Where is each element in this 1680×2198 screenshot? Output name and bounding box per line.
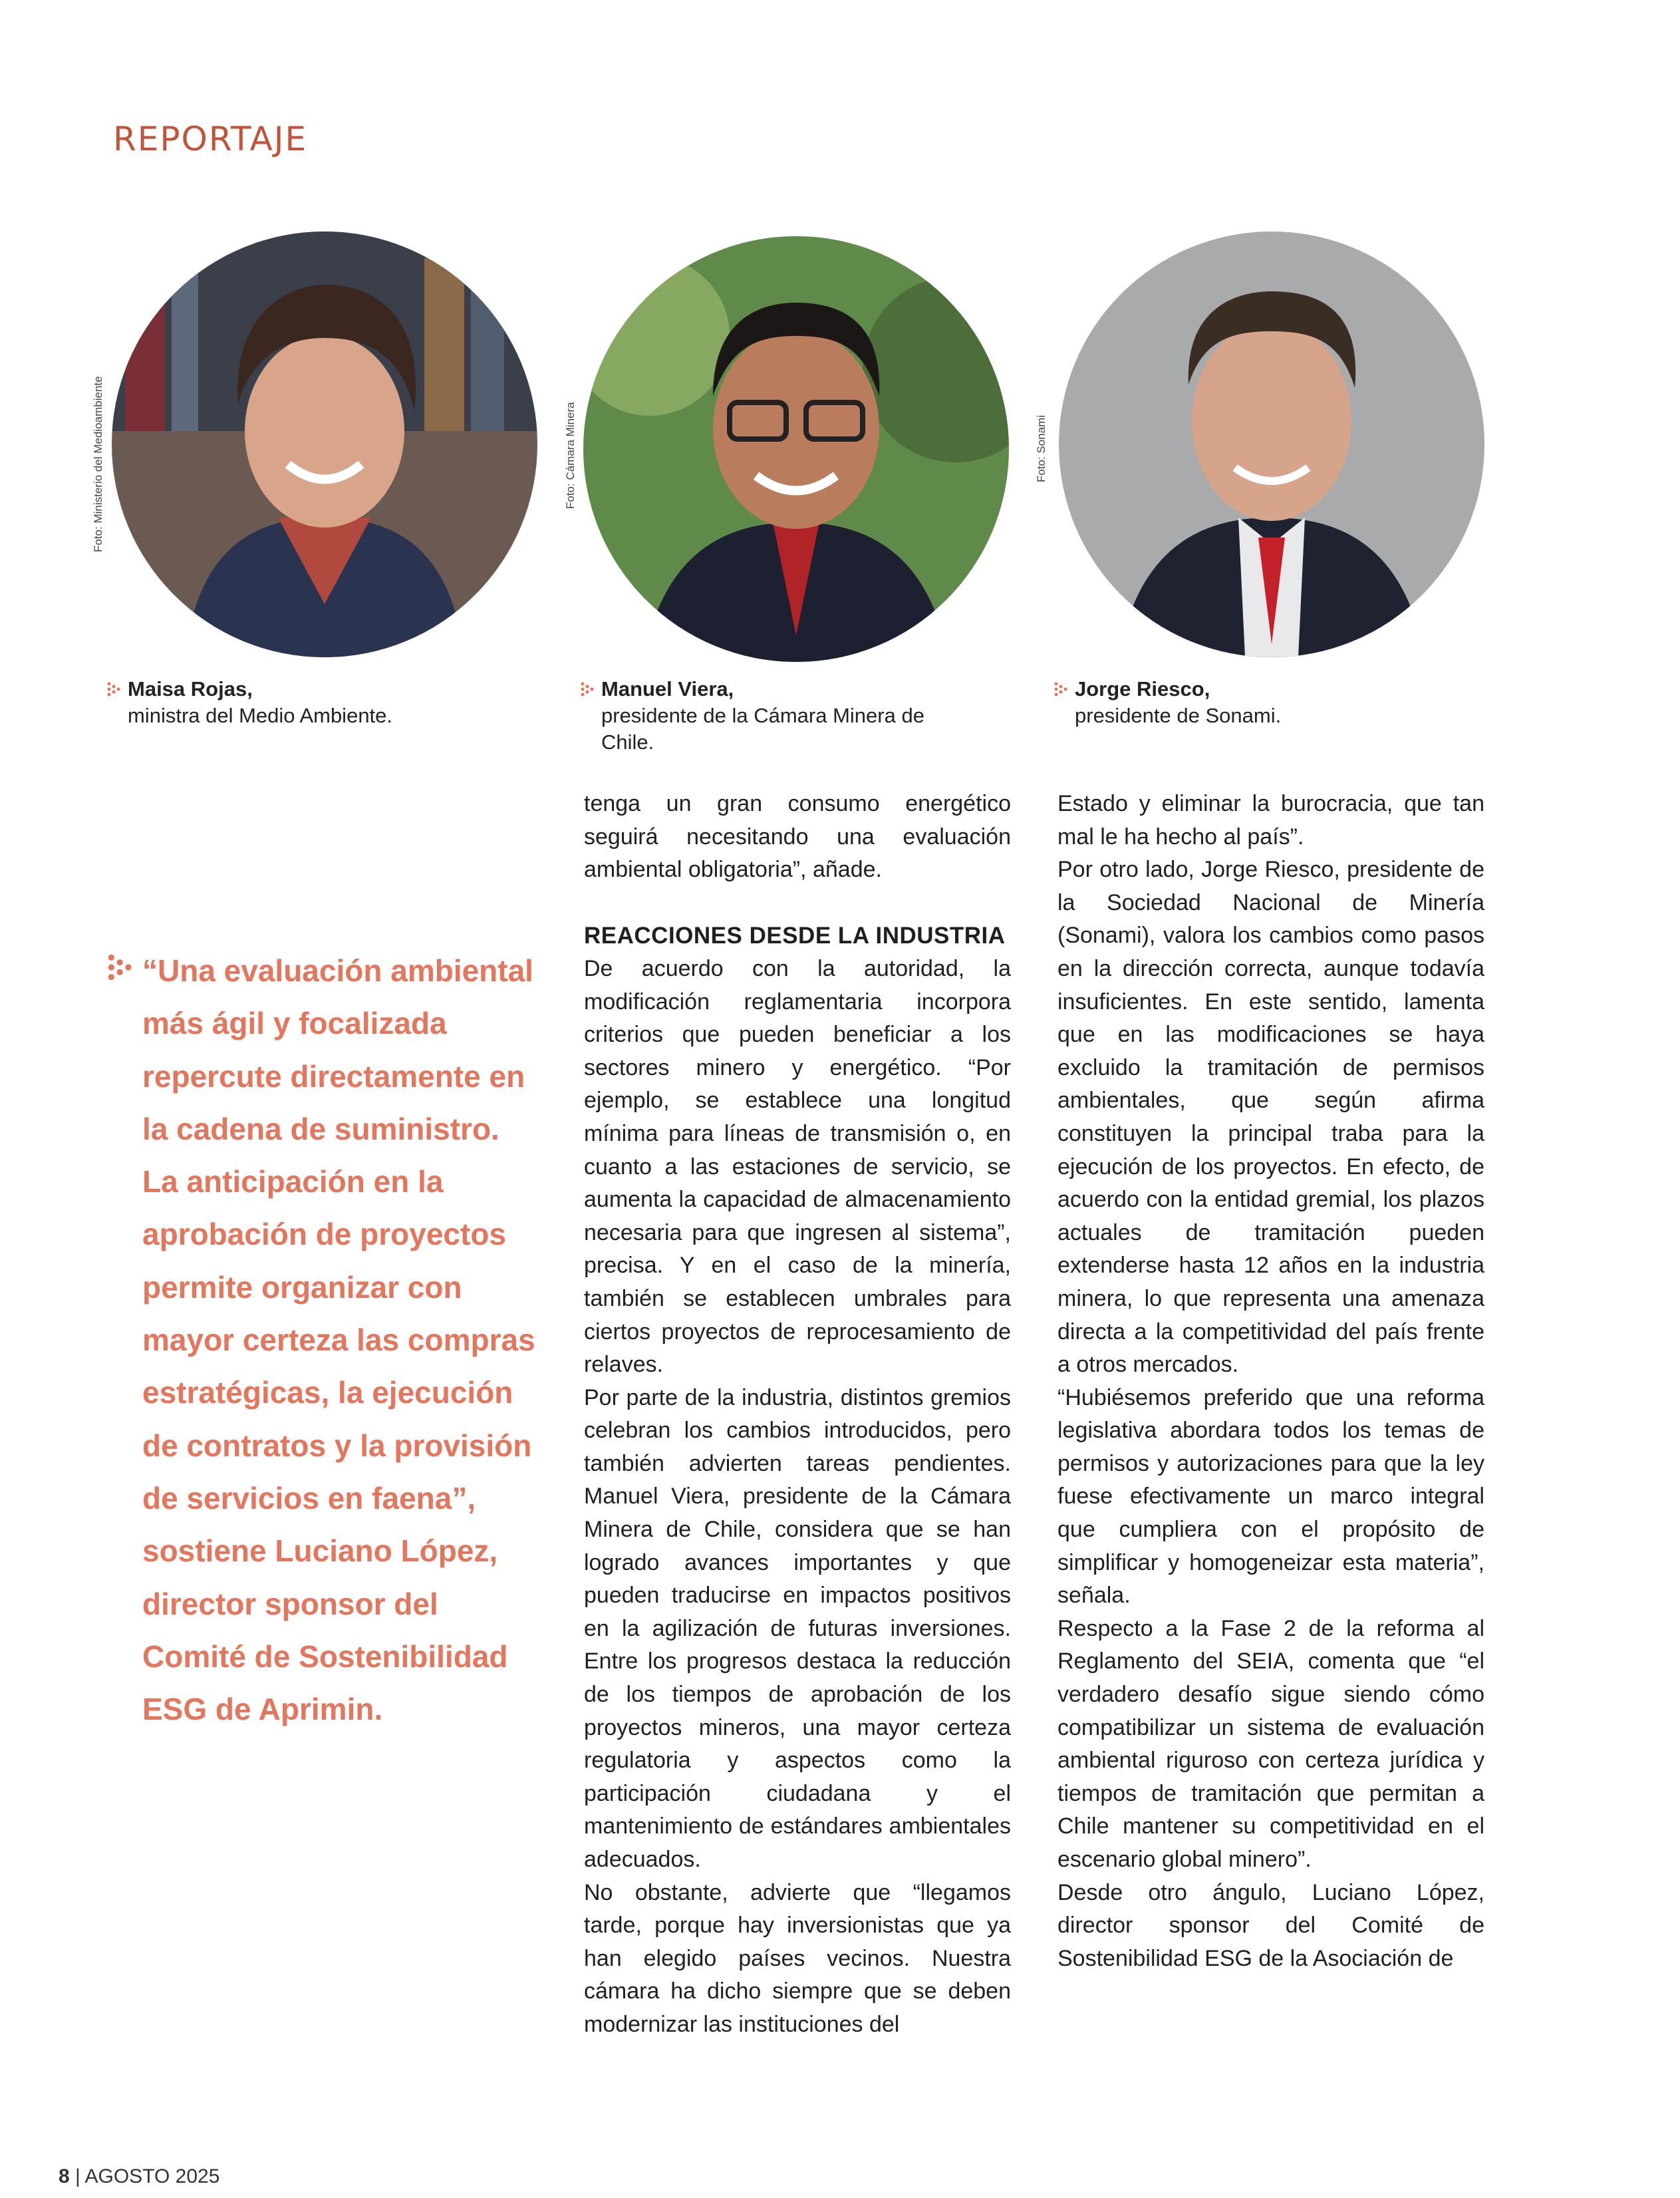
paragraph: Respecto a la Fase 2 de la reforma al Reglamento del SEIA, comenta que “el verdadero desafío sigue siendo cómo compatibilizar un sistema de evaluación ambiental riguroso con certeza jurídica y tiempos de tramitación que permitan a Chile mantener su competitividad en el escenario global minero”. (1057, 1615, 1484, 1872)
person-name: Maisa Rojas, (128, 677, 253, 701)
caption-maisa-rojas (128, 676, 460, 729)
bullet-icon (106, 681, 122, 697)
paragraph: No obstante, advierte que “llegamos tarde, porque hay inversionistas que ya han elegido países vecinos. Nuestra cámara ha dicho siempre que se deben modernizar las instituciones del (584, 1879, 1011, 2037)
bullet-icon (1053, 681, 1069, 697)
article-column-right (1057, 788, 1484, 1975)
paragraph: tenga un gran consumo energético seguirá necesitando una evaluación ambiental obligatoria”, añade. (584, 791, 1011, 883)
person-role: ministra del Medio Ambiente. (128, 704, 393, 727)
section-heading: REACCIONES DESDE LA INDUSTRIA (584, 923, 1006, 949)
footer-separator: | (69, 2165, 85, 2187)
pull-quote: “Una evaluación ambiental más ágil y focalizada repercute directamente en la cadena de suministro. La anticipación en la aprobación de proyectos permite organizar con mayor certeza las compras estratégicas, la ejecución de contratos y la provisión de servicios en faena”, sostiene Luciano López, director sponsor del Comité de Sostenibilidad ESG de Aprimin. (142, 953, 535, 1727)
bullet-icon (580, 681, 596, 697)
article-column-middle (584, 788, 1011, 2042)
quote-bullet-icon (106, 953, 136, 982)
caption-jorge-riesco (1075, 676, 1447, 729)
photo-credit: Foto: Ministerio del Medioambiente (92, 376, 104, 552)
paragraph: De acuerdo con la autoridad, la modificación reglamentaria incorpora criterios que pueden beneficiar a los sectores minero y energético. “Por ejemplo, se establece una longitud mínima para líneas de transmisión o, en cuanto a las estaciones de servicio, se aumenta la capacidad de almacenamiento necesaria para que ingresen al sistema”, precisa. Y en el caso de la minería, también se establecen umbrales para ciertos proyectos de reprocesamiento de relaves. (584, 955, 1011, 1378)
paragraph: Estado y eliminar la burocracia, que tan mal le ha hecho al país”. (1057, 791, 1484, 850)
paragraph: Desde otro ángulo, Luciano López, director sponsor del Comité de Sostenibilidad ESG de la Asociación de (1057, 1879, 1484, 1971)
page-footer (59, 2165, 219, 2188)
paragraph: Por parte de la industria, distintos gremios celebran los cambios introducidos, pero también advierten tareas pendientes. Manuel Viera, presidente de la Cámara Minera de Chile, considera que se han logrado avances importantes y que pueden traducirse en impactos positivos en la agilización de futuras inversiones. Entre los progresos destaca la reducción de los tiempos de aprobación de los proyectos mineros, una mayor certeza regulatoria y aspectos como la participación ciudadana y el mantenimiento de estándares ambientales adecuados. (584, 1384, 1011, 1872)
portrait-maisa-rojas (112, 232, 537, 657)
paragraph: “Hubiésemos preferido que una reforma legislativa abordara todos los temas de permisos y autorizaciones para que la ley fuese efectivamente un marco integral que cumpliera con el propósito de simplificar y homogeneizar esta materia”, señala. (1057, 1384, 1484, 1609)
person-role: presidente de la Cámara Minera de Chile. (601, 704, 924, 754)
photo-credit: Foto: Sonami (1035, 414, 1048, 482)
page-number: 8 (59, 2165, 70, 2187)
person-name: Manuel Viera, (601, 677, 734, 701)
person-name: Jorge Riesco, (1075, 677, 1210, 701)
portrait-jorge-riesco (1059, 232, 1484, 657)
portrait-photo (583, 236, 1009, 662)
paragraph: Por otro lado, Jorge Riesco, presidente de la Sociedad Nacional de Minería (Sonami), valora los cambios como pasos en la dirección correcta, aunque todavía insuficientes. En este sentido, lamenta que en las modificaciones se haya excluido la tramitación de permisos ambientales, que según afirma constituyen la principal traba para la ejecución de los proyectos. En efecto, de acuerdo con la entidad gremial, los plazos actuales de tramitación pueden extenderse hasta 12 años en la industria minera, lo que representa una amenaza directa a la competitividad del país frente a otros mercados. (1057, 857, 1484, 1378)
portrait-manuel-viera (583, 236, 1009, 662)
section-label: REPORTAJE (113, 120, 308, 158)
portrait-photo (112, 232, 537, 657)
issue-date: AGOSTO 2025 (84, 2165, 220, 2187)
portrait-photo (1059, 232, 1484, 657)
photo-credit: Foto: Cámara Minera (564, 402, 577, 509)
caption-manuel-viera (601, 676, 974, 756)
person-role: presidente de Sonami. (1075, 704, 1282, 727)
